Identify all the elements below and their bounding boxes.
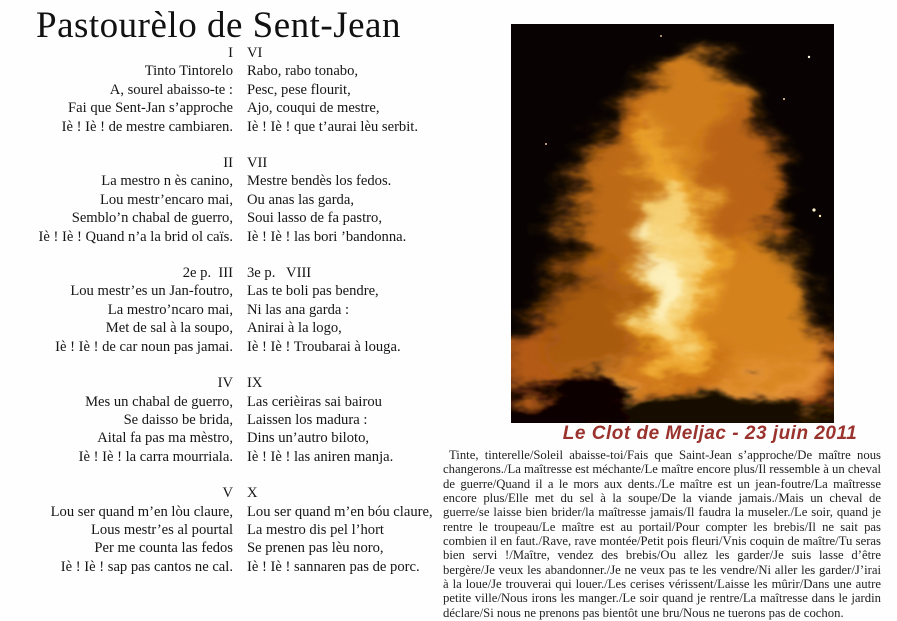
poem-line: Iè ! Iè ! sannaren pas de porc. [247, 558, 420, 575]
stanza-number: VI [247, 45, 263, 61]
poem-line: La mestro n ès canino, [101, 173, 233, 190]
poem-line: Iè ! Iè ! Quand n’a la brid ol caïs. [38, 228, 233, 245]
poem-line: La mestro’ncaro mai, [107, 301, 233, 318]
stanza-number: I [228, 45, 233, 61]
stanza-4 [0, 374, 233, 466]
poem-line: Las cerièiras sai bairou [247, 393, 382, 410]
poem-line: Lou ser quand m’en lòu claure, [50, 503, 233, 520]
poem-line: Lous mestr’es al pourtal [91, 521, 233, 538]
poem-line: A, sourel abaisso-te : [109, 81, 233, 98]
stanza-3 [0, 264, 233, 356]
poem-line: Tinto Tintorelo [144, 63, 233, 80]
poem-line: Soui lasso de fa pastro, [247, 210, 382, 227]
poem-line: Se prenen pas lèu noro, [247, 540, 384, 557]
stanza-8 [247, 264, 483, 356]
stanza-number: VII [247, 155, 268, 172]
poem-line: Iè ! Iè ! la carra mourriala. [78, 448, 233, 465]
poem-line: Lou ser quand m’en bóu claure, [247, 503, 433, 520]
stanza-number: II [223, 155, 233, 172]
stanza-6 [247, 44, 483, 136]
poem-line: Las te boli pas bendre, [247, 283, 379, 300]
photo-caption: Le Clot de Meljac - 23 juin 2011 [562, 423, 858, 444]
poem-line: Se daisso be brida, [123, 411, 233, 428]
poem-line: Iè ! Iè ! las bori ’bandonna. [247, 228, 407, 245]
poem-line: Ajo, couqui de mestre, [247, 100, 380, 117]
poem-line: La mestro dis pel l’hort [247, 521, 384, 538]
stanza-2 [0, 154, 233, 246]
poem-line: Ou anas las garda, [247, 191, 354, 208]
bonfire-photo [511, 24, 834, 423]
poem-line: Ni las ana garda : [247, 301, 350, 318]
poem-line: Pesc, pese flourit, [247, 81, 351, 98]
stanza-1 [0, 44, 233, 136]
poem-line: Rabo, rabo tonabo, [247, 63, 359, 80]
poem-line: Mestre bendès los fedos. [247, 173, 392, 190]
poem-line: Fai que Sent-Jan s’approche [68, 100, 233, 117]
stanza-number: IX [247, 375, 263, 392]
bonfire-illustration [511, 24, 834, 423]
poem-line: Semblo’n chabal de guerro, [71, 210, 233, 227]
poem-line: Lou mestr’es un Jan-foutro, [70, 283, 233, 300]
stanza-number: X [247, 485, 258, 502]
stanza-5 [0, 484, 233, 576]
poem-line: Aital fa pas ma mèstro, [97, 430, 233, 447]
translation-paragraph: Tinte, tinterelle/Soleil abaisse-toi/Fais que Saint-Jean s’approche/De maître nous changerons./La maîtresse est méchante/Le maître encore plus/Il ressemble à un cheval de guerre/Quand il a le mors aux dents./Le maître est un jean-foutre/La maîtresse encore plus/Elle met du sel à la soupe/De la viande jamais./Mais un cheval de guerre/se laisse bien brider/la maîtresse jamais/Il faudra la museler./Le soir, quand je rentre le troupeau/Le maître est au portail/Pour compter les brebis/Il ne sait pas combien il en faut./Rave, rave montée/Petit pois fleuri/Vnis coquin de maître/Tu seras bien servi !/Maître, vendez des brebis/Ou allez les garder/Je suis lasse d’être bergère/Je veux les abandonner./Je ne veux pas te les vendre/Ni aller les garder/J’irai à la loue/Je trouverai qui louer./Les cerises vérissent/Laisse les mûrir/Dans une autre petite ville/Nous irons les manger./Le soir quand je rentre/La maîtresse dans le jardin déclare/Si nous ne prenons pas bientôt une bru/Nous ne tuerons pas de cochon. [443, 448, 881, 620]
poem-line: Iè ! Iè ! de mestre cambiaren. [61, 118, 233, 135]
stanza-number: IV [217, 375, 233, 392]
stanza-number: 3e p. VIII [247, 265, 312, 282]
poem-line: Iè ! Iè ! Troubarai à louga. [247, 338, 401, 355]
poem-line: Iè ! Iè ! de car noun pas jamai. [55, 338, 233, 355]
poem-line: Mes un chabal de guerro, [85, 393, 233, 410]
page-title: Pastourèlo de Sent-Jean [36, 5, 401, 46]
poem-line: Per me counta las fedos [94, 540, 233, 557]
poem-line: Dins un’autro biloto, [247, 430, 370, 447]
poem-line: Lou mestr’encaro mai, [99, 191, 233, 208]
poem-line: Anirai à la logo, [247, 320, 342, 337]
poem-line: Laissen los madura : [247, 411, 368, 428]
stanza-number: V [222, 485, 233, 502]
poem-line: Met de sal à la soupo, [105, 320, 233, 337]
stanza-number: 2e p. III [182, 265, 233, 282]
stanza-7 [247, 154, 483, 246]
poem-column-left [0, 44, 233, 594]
poem-line: Iè ! Iè ! las aniren manja. [247, 448, 394, 465]
poem-line: Iè ! Iè ! que t’aurai lèu serbit. [247, 118, 418, 135]
poem-line: Iè ! Iè ! sap pas cantos ne cal. [60, 558, 233, 575]
